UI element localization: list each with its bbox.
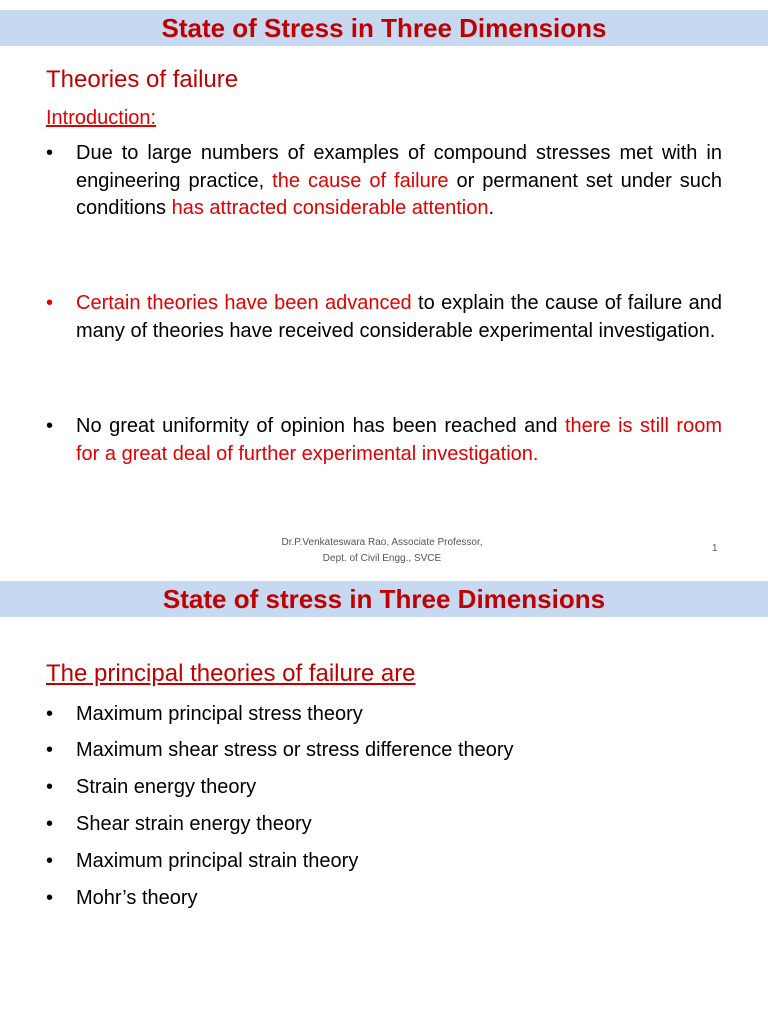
slide-2 xyxy=(0,576,768,1024)
slide-1-title: State of Stress in Three Dimensions xyxy=(0,10,768,46)
slide-1-subtitle: Theories of failure xyxy=(46,66,239,93)
bullet-marker: • xyxy=(46,850,54,872)
bullet-compound-stresses xyxy=(46,140,722,223)
bullet-marker: • xyxy=(46,776,54,798)
list-item-text: Shear strain energy theory xyxy=(76,813,312,835)
footer-author: Dr.P.Venkateswara Rao, Associate Professor, xyxy=(281,537,483,548)
principal-theories-heading: The principal theories of failure are xyxy=(46,660,416,687)
bullet-marker: • xyxy=(46,887,54,909)
bullet-text: No great uniformity of opinion has been reached and there is still room for a great deal of further experimental investigation. xyxy=(76,415,722,465)
bullet-text: Certain theories have been advanced to explain the cause of failure and many of theories have received considerable experimental investigation. xyxy=(76,292,722,342)
list-item xyxy=(46,885,198,911)
page-number: 1 xyxy=(712,543,718,554)
bullet-marker: • xyxy=(46,739,54,761)
list-item-text: Strain energy theory xyxy=(76,776,257,798)
bullet-no-uniformity xyxy=(46,413,722,468)
bullet-marker: • xyxy=(46,703,54,725)
list-item-text: Maximum principal stress theory xyxy=(76,703,363,725)
bullet-theories-advanced xyxy=(46,290,722,345)
footer-department: Dept. of Civil Engg., SVCE xyxy=(322,553,442,564)
list-item-text: Maximum principal strain theory xyxy=(76,850,359,872)
bullet-marker: • xyxy=(46,292,54,314)
bullet-marker: • xyxy=(46,415,54,437)
list-item xyxy=(46,811,312,837)
introduction-label: Introduction: xyxy=(46,107,157,129)
slide-footer xyxy=(250,535,514,567)
bullet-marker: • xyxy=(46,142,54,164)
list-item xyxy=(46,774,256,800)
list-item xyxy=(46,701,363,727)
list-item xyxy=(46,737,514,763)
bullet-text: Due to large numbers of examples of compound stresses met with in engineering practice, the cause of failure or permanent set under such conditions has attracted considerable attention. xyxy=(76,142,723,219)
bullet-marker: • xyxy=(46,813,54,835)
list-item-text: Maximum shear stress or stress difference theory xyxy=(76,739,514,761)
list-item xyxy=(46,848,358,874)
slide-2-title: State of stress in Three Dimensions xyxy=(0,581,768,617)
list-item-text: Mohr’s theory xyxy=(76,887,198,909)
